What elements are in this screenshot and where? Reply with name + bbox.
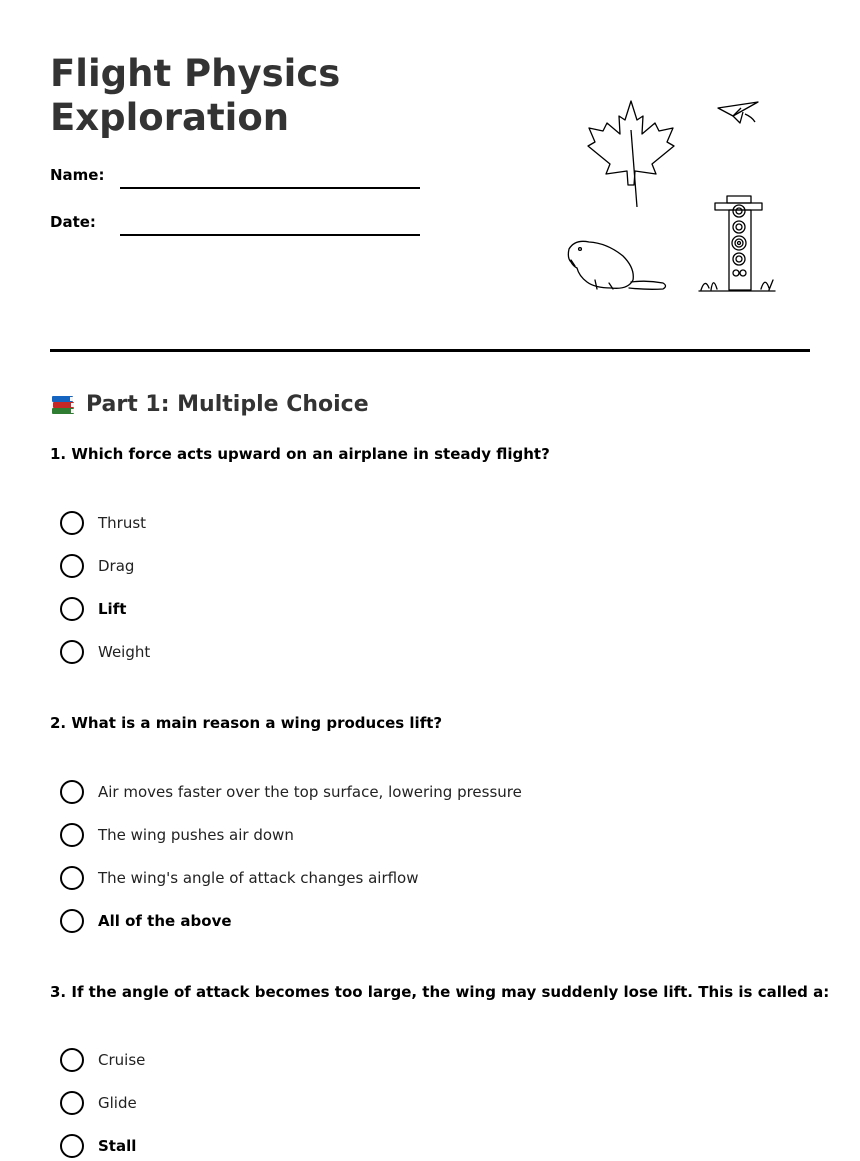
paper-plane-icon [718,102,758,123]
question-2-option-pushes-air[interactable] [60,822,294,848]
option-label: Cruise [98,1051,146,1069]
section-heading [50,388,369,420]
question-1-option-lift[interactable] [60,596,126,622]
radio-button[interactable] [60,511,84,535]
name-field[interactable] [120,187,420,189]
question-1-option-weight[interactable] [60,639,150,665]
option-label: Thrust [98,514,147,532]
section-divider [50,349,810,352]
question-2-option-angle-of-attack[interactable] [60,865,419,891]
radio-button[interactable] [60,554,84,578]
question-3-option-cruise[interactable] [60,1047,145,1073]
question-1-option-drag[interactable] [60,553,134,579]
radio-button[interactable] [60,1048,84,1072]
option-label: Lift [98,600,127,618]
section-title: Part 1: Multiple Choice [86,391,369,417]
page-title: Flight Physics Exploration [50,52,341,139]
totem-pole-icon [699,196,775,291]
name-label: Name: [50,166,105,184]
beaver-icon [568,241,665,289]
question-1-option-thrust[interactable] [60,510,146,536]
option-label: Air moves faster over the top surface, lowering pressure [98,783,522,801]
option-label: The wing's angle of attack changes airflow [98,869,419,887]
option-label: Stall [98,1137,137,1155]
books-icon [50,391,76,417]
question-3-text: 3. If the angle of attack becomes too large, the wing may suddenly lose lift. This is called a: [50,983,830,1001]
date-field[interactable] [120,234,420,236]
question-3-option-glide[interactable] [60,1090,137,1116]
radio-button[interactable] [60,866,84,890]
question-1-text: 1. Which force acts upward on an airplane in steady flight? [50,445,550,463]
date-label: Date: [50,213,96,231]
option-label: The wing pushes air down [98,826,294,844]
radio-button[interactable] [60,597,84,621]
radio-button[interactable] [60,640,84,664]
radio-button[interactable] [60,909,84,933]
option-label: Glide [98,1094,137,1112]
radio-button[interactable] [60,780,84,804]
canada-illustrations [555,90,790,305]
question-2-option-air-faster[interactable] [60,779,522,805]
maple-leaf-icon [588,101,674,207]
option-label: Drag [98,557,135,575]
question-2-option-all-of-the-above[interactable] [60,908,232,934]
radio-button[interactable] [60,1134,84,1158]
radio-button[interactable] [60,1091,84,1115]
question-3-option-stall[interactable] [60,1133,136,1159]
option-label: All of the above [98,912,232,930]
radio-button[interactable] [60,823,84,847]
question-2-text: 2. What is a main reason a wing produces lift? [50,714,443,732]
option-label: Weight [98,643,151,661]
